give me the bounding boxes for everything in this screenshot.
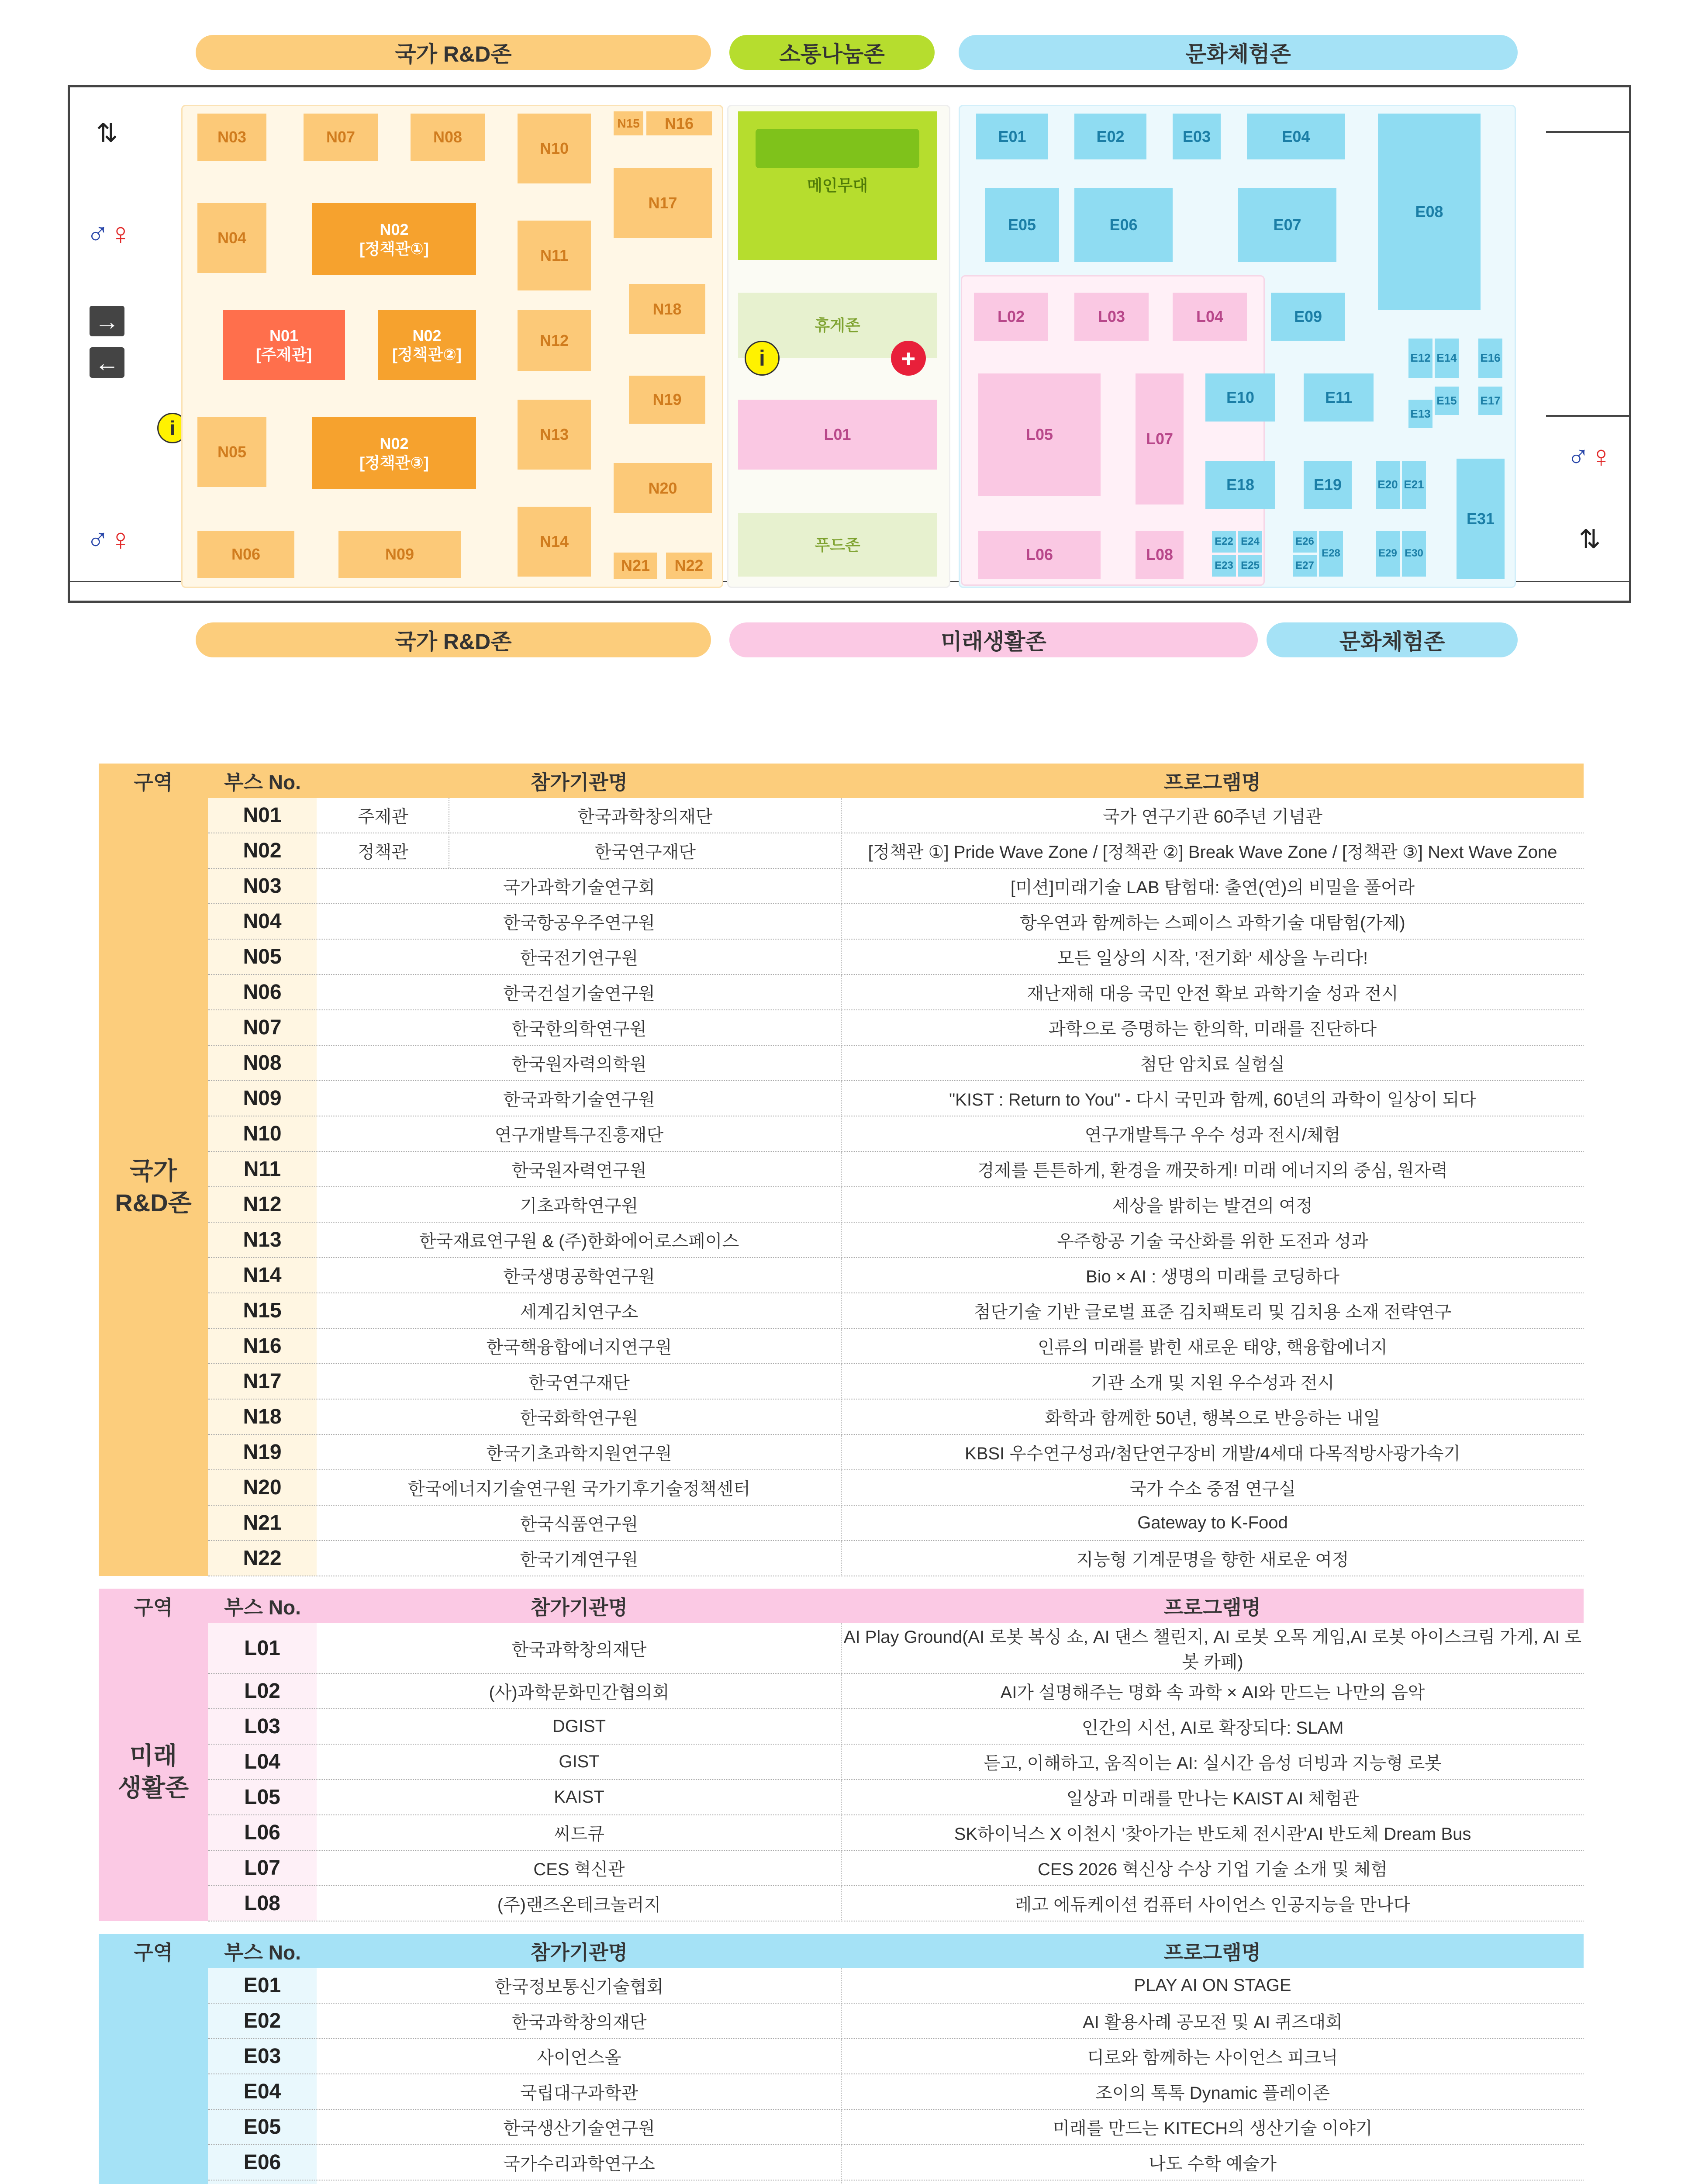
program-name: 조이의 톡톡 Dynamic 플레이존 bbox=[841, 2074, 1584, 2109]
booth-E11[interactable]: E11 bbox=[1304, 373, 1374, 422]
bottom-label-culture: 문화체험존 bbox=[1267, 622, 1518, 657]
booth-number: N19 bbox=[208, 1434, 317, 1470]
table-row bbox=[99, 1470, 1584, 1505]
booth-number: N04 bbox=[208, 904, 317, 939]
table-row bbox=[99, 2039, 1584, 2074]
institution-name: 한국한의학연구원 bbox=[317, 1010, 841, 1045]
program-name: CES 2026 혁신상 수상 기업 기술 소개 및 체험 bbox=[841, 1850, 1584, 1886]
booth-N12[interactable]: N12 bbox=[518, 310, 591, 371]
header-inst: 참가기관명 bbox=[317, 1934, 841, 1968]
institution-name bbox=[317, 798, 841, 833]
table-row bbox=[99, 1258, 1584, 1293]
booth-number: N01 bbox=[208, 798, 317, 833]
table-row bbox=[99, 2109, 1584, 2145]
header-booth: 부스 No. bbox=[208, 764, 317, 798]
institution-name: GIST bbox=[317, 1744, 841, 1780]
program-name: PLAY AI ON STAGE bbox=[841, 1968, 1584, 2003]
booth-E07[interactable]: E07 bbox=[1238, 188, 1336, 262]
table-row bbox=[99, 1328, 1584, 1364]
booth-type: 정책관 bbox=[318, 833, 449, 868]
table-row bbox=[99, 1010, 1584, 1045]
booth-E06[interactable]: E06 bbox=[1074, 188, 1173, 262]
zone-label-future: 미래 생활존 bbox=[99, 1623, 208, 1921]
table-row bbox=[99, 2180, 1584, 2184]
institution-name: 한국화학연구원 bbox=[317, 1399, 841, 1434]
booth-N20[interactable]: N20 bbox=[614, 463, 712, 513]
table-row bbox=[99, 798, 1584, 833]
booth-number: E05 bbox=[208, 2109, 317, 2145]
table-row bbox=[99, 1744, 1584, 1780]
booth-E29[interactable]: E29 bbox=[1376, 531, 1400, 577]
booth-N02-policy-1[interactable]: N02 [정책관①] bbox=[312, 203, 476, 275]
program-name: 인류의 미래를 밝힌 새로운 태양, 핵융합에너지 bbox=[841, 1328, 1584, 1364]
program-name: 화학과 함께한 50년, 행복으로 반응하는 내일 bbox=[841, 1399, 1584, 1434]
program-name: 지능형 기계문명을 향한 새로운 여정 bbox=[841, 1541, 1584, 1576]
booth-L07[interactable]: L07 bbox=[1136, 373, 1184, 505]
booth-E03[interactable]: E03 bbox=[1173, 114, 1221, 159]
program-name: AI가 설명해주는 명화 속 과학 × AI와 만드는 나만의 음악 bbox=[841, 1673, 1584, 1709]
rest-zone: 휴게존 bbox=[738, 293, 937, 358]
booth-E17[interactable]: E17 bbox=[1478, 387, 1502, 415]
institution-name: 씨드큐 bbox=[317, 1815, 841, 1850]
booth-N02-policy-3[interactable]: N02 [정책관③] bbox=[312, 417, 476, 489]
booth-number: L03 bbox=[208, 1709, 317, 1744]
program-name: 일상과 미래를 만나는 KAIST AI 체험관 bbox=[841, 1780, 1584, 1815]
booth-number: N03 bbox=[208, 868, 317, 904]
booth-number: N10 bbox=[208, 1116, 317, 1151]
main-stage bbox=[738, 111, 937, 260]
table-row bbox=[99, 868, 1584, 904]
institution-name bbox=[317, 833, 841, 868]
institution-name: 한국연구재단 bbox=[317, 1364, 841, 1399]
program-name: 미래를 만드는 KITECH의 생산기술 이야기 bbox=[841, 2109, 1584, 2145]
table-row bbox=[99, 1541, 1584, 1576]
booth-N06[interactable]: N06 bbox=[197, 531, 294, 578]
institution-name: DGIST bbox=[317, 1709, 841, 1744]
booth-number: N05 bbox=[208, 939, 317, 975]
program-name: [미션]미래기술 LAB 탐험대: 출연(연)의 비밀을 풀어라 bbox=[841, 868, 1584, 904]
booth-number: L01 bbox=[208, 1623, 317, 1673]
program-name bbox=[841, 2180, 1584, 2184]
booth-E27[interactable]: E27 bbox=[1293, 555, 1317, 577]
wall-right-seg bbox=[1546, 415, 1629, 417]
program-name: SK하이닉스 X 이천시 '찾아가는 반도체 전시관'AI 반도체 Dream Bus bbox=[841, 1815, 1584, 1850]
booth-E24[interactable]: E24 bbox=[1238, 531, 1262, 553]
main-stage-label: 메인무대 bbox=[807, 176, 868, 195]
booth-E13[interactable]: E13 bbox=[1408, 400, 1432, 428]
institution-name: 한국재료연구원 & (주)한화에어로스페이스 bbox=[317, 1222, 841, 1258]
program-name: 기관 소개 및 지원 우수성과 전시 bbox=[841, 1364, 1584, 1399]
header-prog: 프로그램명 bbox=[841, 1934, 1584, 1968]
table-row bbox=[99, 1968, 1584, 2003]
booth-N01-theme[interactable]: N01 [주제관] bbox=[223, 310, 345, 380]
program-name: AI 활용사례 공모전 및 AI 퀴즈대회 bbox=[841, 2003, 1584, 2039]
booth-E05[interactable]: E05 bbox=[985, 188, 1059, 262]
table-row bbox=[99, 1623, 1584, 1673]
booth-E14[interactable]: E14 bbox=[1435, 339, 1459, 378]
booth-L04[interactable]: L04 bbox=[1173, 293, 1247, 341]
booth-number: L06 bbox=[208, 1815, 317, 1850]
booth-number: L08 bbox=[208, 1886, 317, 1921]
booth-N08[interactable]: N08 bbox=[411, 114, 485, 161]
booth-number: N02 bbox=[208, 833, 317, 868]
booth-E23[interactable]: E23 bbox=[1212, 555, 1236, 577]
booth-number: N22 bbox=[208, 1541, 317, 1576]
booth-N17[interactable]: N17 bbox=[614, 168, 712, 238]
table-row bbox=[99, 833, 1584, 868]
table-row bbox=[99, 1045, 1584, 1081]
top-label-comm: 소통나눔존 bbox=[729, 35, 935, 70]
elevator-stairs-icon: ⇅ bbox=[96, 118, 118, 148]
arrow-right-icon: → bbox=[90, 306, 124, 336]
booth-N15[interactable]: N15 bbox=[614, 111, 643, 135]
booth-E21[interactable]: E21 bbox=[1402, 461, 1426, 509]
table-row bbox=[99, 939, 1584, 975]
institution-name: 기초과학연구원 bbox=[317, 1187, 841, 1222]
table-row bbox=[99, 1780, 1584, 1815]
booth-number: E01 bbox=[208, 1968, 317, 2003]
institution-name: 국립대구과학관 bbox=[317, 2074, 841, 2109]
table-row bbox=[99, 1709, 1584, 1744]
table-header-culture bbox=[99, 1934, 1584, 1968]
zone-label-rd: 국가 R&D존 bbox=[99, 798, 208, 1576]
institution-name: CES 혁신관 bbox=[317, 1850, 841, 1886]
table-row bbox=[99, 1850, 1584, 1886]
booth-number: N18 bbox=[208, 1399, 317, 1434]
table-row bbox=[99, 2145, 1584, 2180]
booth-E30[interactable]: E30 bbox=[1402, 531, 1426, 577]
booth-number: E02 bbox=[208, 2003, 317, 2039]
booth-number: N08 bbox=[208, 1045, 317, 1081]
program-name: [정책관 ①] Pride Wave Zone / [정책관 ②] Break Wave Zone / [정책관 ③] Next Wave Zone bbox=[841, 833, 1584, 868]
booth-number: N15 bbox=[208, 1293, 317, 1328]
arrow-left-icon: ← bbox=[90, 347, 124, 378]
booth-N10[interactable]: N10 bbox=[518, 114, 591, 183]
booth-N19[interactable]: N19 bbox=[629, 376, 705, 424]
booth-E12[interactable]: E12 bbox=[1408, 339, 1432, 378]
table-header-future bbox=[99, 1589, 1584, 1623]
booth-L01[interactable]: L01 bbox=[738, 400, 937, 470]
restroom-icon: ♂ ♀ bbox=[1567, 439, 1613, 473]
info-icon: i bbox=[745, 341, 780, 376]
table-row bbox=[99, 1364, 1584, 1399]
program-name: 모든 일상의 시작, '전기화' 세상을 누리다! bbox=[841, 939, 1584, 975]
booth-E01[interactable]: E01 bbox=[976, 114, 1048, 159]
program-name: 레고 에듀케이션 컴퓨터 사이언스 인공지능을 만나다 bbox=[841, 1886, 1584, 1921]
booth-E18[interactable]: E18 bbox=[1205, 461, 1275, 509]
header-booth: 부스 No. bbox=[208, 1934, 317, 1968]
booth-N14[interactable]: N14 bbox=[518, 507, 591, 577]
program-name: 나도 수학 예술가 bbox=[841, 2145, 1584, 2180]
institution-name: 세계김치연구소 bbox=[317, 1293, 841, 1328]
institution-name: (사)과학문화민간협의회 bbox=[317, 1673, 841, 1709]
header-prog: 프로그램명 bbox=[841, 764, 1584, 798]
top-label-rd: 국가 R&D존 bbox=[196, 35, 711, 70]
booth-number: N12 bbox=[208, 1187, 317, 1222]
table-row bbox=[99, 2003, 1584, 2039]
wall-bottom bbox=[68, 601, 1631, 603]
table-row bbox=[99, 1151, 1584, 1187]
booth-number: N11 bbox=[208, 1151, 317, 1187]
table-row bbox=[99, 1116, 1584, 1151]
program-name: "KIST : Return to You" - 다시 국민과 함께, 60년의 과학이 일상이 되다 bbox=[841, 1081, 1584, 1116]
program-name: 국가 수소 중점 연구실 bbox=[841, 1470, 1584, 1505]
header-booth: 부스 No. bbox=[208, 1589, 317, 1623]
booth-number: L04 bbox=[208, 1744, 317, 1780]
booth-number: L02 bbox=[208, 1673, 317, 1709]
institution-name: 한국정보통신기술협회 bbox=[317, 1968, 841, 2003]
program-name: 과학으로 증명하는 한의학, 미래를 진단하다 bbox=[841, 1010, 1584, 1045]
table-row bbox=[99, 1222, 1584, 1258]
top-label-culture: 문화체험존 bbox=[959, 35, 1518, 70]
header-zone: 구역 bbox=[99, 1934, 208, 1968]
header-zone: 구역 bbox=[99, 1589, 208, 1623]
booth-E26[interactable]: E26 bbox=[1293, 531, 1317, 553]
institution-name: 한국과학기술연구원 bbox=[317, 1081, 841, 1116]
booth-number: E03 bbox=[208, 2039, 317, 2074]
institution-name: 한국식품연구원 bbox=[317, 1505, 841, 1541]
table-row bbox=[99, 1505, 1584, 1541]
booth-table bbox=[99, 764, 1584, 2184]
header-prog: 프로그램명 bbox=[841, 1589, 1584, 1623]
program-name: Gateway to K-Food bbox=[841, 1505, 1584, 1541]
booth-L05[interactable]: L05 bbox=[978, 373, 1101, 496]
booth-E02[interactable]: E02 bbox=[1074, 114, 1146, 159]
table-row bbox=[99, 1293, 1584, 1328]
info-icon: i bbox=[157, 413, 188, 443]
zone-label-culture bbox=[99, 1968, 208, 2184]
booth-E10[interactable]: E10 bbox=[1205, 373, 1275, 422]
booth-L02[interactable]: L02 bbox=[974, 293, 1048, 341]
program-name: KBSI 우수연구성과/첨단연구장비 개발/4세대 다목적방사광가속기 bbox=[841, 1434, 1584, 1470]
institution-name: 국가과학기술연구회 bbox=[317, 868, 841, 904]
institution-name: 한국핵융합에너지연구원 bbox=[317, 1328, 841, 1364]
program-name: 세상을 밝히는 발견의 여정 bbox=[841, 1187, 1584, 1222]
booth-E04[interactable]: E04 bbox=[1247, 114, 1345, 159]
booth-E19[interactable]: E19 bbox=[1304, 461, 1352, 509]
wall-left bbox=[68, 85, 70, 603]
booth-number: L07 bbox=[208, 1850, 317, 1886]
institution-name: 한국생산기술연구원 bbox=[317, 2109, 841, 2145]
institution-label: 한국연구재단 bbox=[594, 843, 696, 862]
booth-number: L05 bbox=[208, 1780, 317, 1815]
booth-N18[interactable]: N18 bbox=[629, 284, 705, 334]
program-name: 디로와 함께하는 사이언스 피크닉 bbox=[841, 2039, 1584, 2074]
institution-name: 한국기초과학지원연구원 bbox=[317, 1434, 841, 1470]
booth-N03[interactable]: N03 bbox=[197, 114, 266, 161]
booth-N02-policy-2[interactable]: N02 [정책관②] bbox=[378, 310, 476, 380]
header-inst: 참가기관명 bbox=[317, 1589, 841, 1623]
wall-right bbox=[1629, 85, 1631, 603]
program-name: AI Play Ground(AI 로봇 복싱 쇼, AI 댄스 챌린지, AI 로봇 오목 게임,AI 로봇 아이스크림 가게, AI 로봇 카페) bbox=[841, 1623, 1584, 1673]
table-header-rd bbox=[99, 764, 1584, 798]
header-inst: 참가기관명 bbox=[317, 764, 841, 798]
institution-name: 한국생명공학연구원 bbox=[317, 1258, 841, 1293]
institution-name: 한국과학창의재단 bbox=[317, 2003, 841, 2039]
institution-name bbox=[317, 2180, 841, 2184]
institution-name: KAIST bbox=[317, 1780, 841, 1815]
program-name: 경제를 튼튼하게, 환경을 깨끗하게! 미래 에너지의 중심, 원자력 bbox=[841, 1151, 1584, 1187]
booth-N11[interactable]: N11 bbox=[518, 221, 591, 290]
institution-label: 한국과학창의재단 bbox=[577, 807, 713, 826]
booth-number: N13 bbox=[208, 1222, 317, 1258]
program-name: Bio × AI : 생명의 미래를 코딩하다 bbox=[841, 1258, 1584, 1293]
program-name: 인간의 시선, AI로 확장되다: SLAM bbox=[841, 1709, 1584, 1744]
bottom-label-rd: 국가 R&D존 bbox=[196, 622, 711, 657]
booth-N04[interactable]: N04 bbox=[197, 203, 266, 273]
table-row bbox=[99, 2074, 1584, 2109]
program-name: 국가 연구기관 60주년 기념관 bbox=[841, 798, 1584, 833]
table-row bbox=[99, 1187, 1584, 1222]
program-name: 우주항공 기술 국산화를 위한 도전과 성과 bbox=[841, 1222, 1584, 1258]
institution-name: 한국건설기술연구원 bbox=[317, 975, 841, 1010]
booth-number: N17 bbox=[208, 1364, 317, 1399]
table-row bbox=[99, 1399, 1584, 1434]
institution-name: 한국전기연구원 bbox=[317, 939, 841, 975]
program-name: 연구개발특구 우수 성과 전시/체험 bbox=[841, 1116, 1584, 1151]
institution-name: 한국원자력연구원 bbox=[317, 1151, 841, 1187]
booth-E08[interactable]: E08 bbox=[1378, 114, 1481, 310]
institution-name: 한국기계연구원 bbox=[317, 1541, 841, 1576]
booth-E20[interactable]: E20 bbox=[1376, 461, 1400, 509]
wall-right-seg bbox=[1546, 131, 1629, 133]
booth-N16[interactable]: N16 bbox=[646, 111, 712, 135]
table-row bbox=[99, 904, 1584, 939]
table-row bbox=[99, 1673, 1584, 1709]
booth-number: N16 bbox=[208, 1328, 317, 1364]
table-row bbox=[99, 1886, 1584, 1921]
booth-E22[interactable]: E22 bbox=[1212, 531, 1236, 553]
institution-name: (주)랜즈온테크놀러지 bbox=[317, 1886, 841, 1921]
booth-N22[interactable]: N22 bbox=[666, 553, 712, 579]
booth-number bbox=[208, 2180, 317, 2184]
institution-name: 한국에너지기술연구원 국가기후기술정책센터 bbox=[317, 1470, 841, 1505]
program-name: 항우연과 함께하는 스페이스 과학기술 대탐험(가제) bbox=[841, 904, 1584, 939]
first-aid-icon: + bbox=[891, 341, 926, 376]
booth-E25[interactable]: E25 bbox=[1238, 555, 1262, 577]
booth-N13[interactable]: N13 bbox=[518, 400, 591, 470]
booth-L08[interactable]: L08 bbox=[1136, 531, 1184, 579]
booth-E16[interactable]: E16 bbox=[1478, 339, 1502, 378]
bottom-label-future: 미래생활존 bbox=[729, 622, 1258, 657]
elevator-stairs-icon: ⇅ bbox=[1578, 525, 1601, 554]
institution-name: 사이언스올 bbox=[317, 2039, 841, 2074]
booth-N21[interactable]: N21 bbox=[614, 553, 657, 579]
wall-top bbox=[68, 85, 1631, 87]
table-row bbox=[99, 1815, 1584, 1850]
booth-number: E06 bbox=[208, 2145, 317, 2180]
stage-platform bbox=[756, 129, 919, 168]
booth-L03[interactable]: L03 bbox=[1074, 293, 1149, 341]
booth-number: N09 bbox=[208, 1081, 317, 1116]
program-name: 듣고, 이해하고, 움직이는 AI: 실시간 음성 더빙과 지능형 로봇 bbox=[841, 1744, 1584, 1780]
institution-name: 한국과학창의재단 bbox=[317, 1623, 841, 1673]
restroom-icon: ♂ ♀ bbox=[86, 217, 132, 251]
booth-N07[interactable]: N07 bbox=[304, 114, 378, 161]
program-name: 첨단기술 기반 글로벌 표준 김치팩토리 및 김치용 소재 전략연구 bbox=[841, 1293, 1584, 1328]
booth-type: 주제관 bbox=[318, 798, 449, 833]
table-row bbox=[99, 975, 1584, 1010]
booth-N05[interactable]: N05 bbox=[197, 417, 266, 487]
booth-number: N06 bbox=[208, 975, 317, 1010]
booth-number: E04 bbox=[208, 2074, 317, 2109]
booth-E31[interactable]: E31 bbox=[1457, 459, 1505, 579]
header-zone: 구역 bbox=[99, 764, 208, 798]
booth-L06[interactable]: L06 bbox=[978, 531, 1101, 579]
booth-N09[interactable]: N09 bbox=[338, 531, 461, 578]
table-row bbox=[99, 1434, 1584, 1470]
booth-number: N14 bbox=[208, 1258, 317, 1293]
program-name: 첨단 암치료 실험실 bbox=[841, 1045, 1584, 1081]
institution-name: 연구개발특구진흥재단 bbox=[317, 1116, 841, 1151]
booth-E28[interactable]: E28 bbox=[1319, 531, 1343, 577]
booth-number: N20 bbox=[208, 1470, 317, 1505]
institution-name: 한국항공우주연구원 bbox=[317, 904, 841, 939]
booth-E15[interactable]: E15 bbox=[1435, 387, 1459, 415]
institution-name: 국가수리과학연구소 bbox=[317, 2145, 841, 2180]
table-row bbox=[99, 1081, 1584, 1116]
booth-number: N21 bbox=[208, 1505, 317, 1541]
restroom-icon: ♂ ♀ bbox=[86, 522, 132, 556]
institution-name: 한국원자력의학원 bbox=[317, 1045, 841, 1081]
booth-E09[interactable]: E09 bbox=[1271, 293, 1345, 341]
food-zone: 푸드존 bbox=[738, 513, 937, 577]
booth-number: N07 bbox=[208, 1010, 317, 1045]
program-name: 재난재해 대응 국민 안전 확보 과학기술 성과 전시 bbox=[841, 975, 1584, 1010]
